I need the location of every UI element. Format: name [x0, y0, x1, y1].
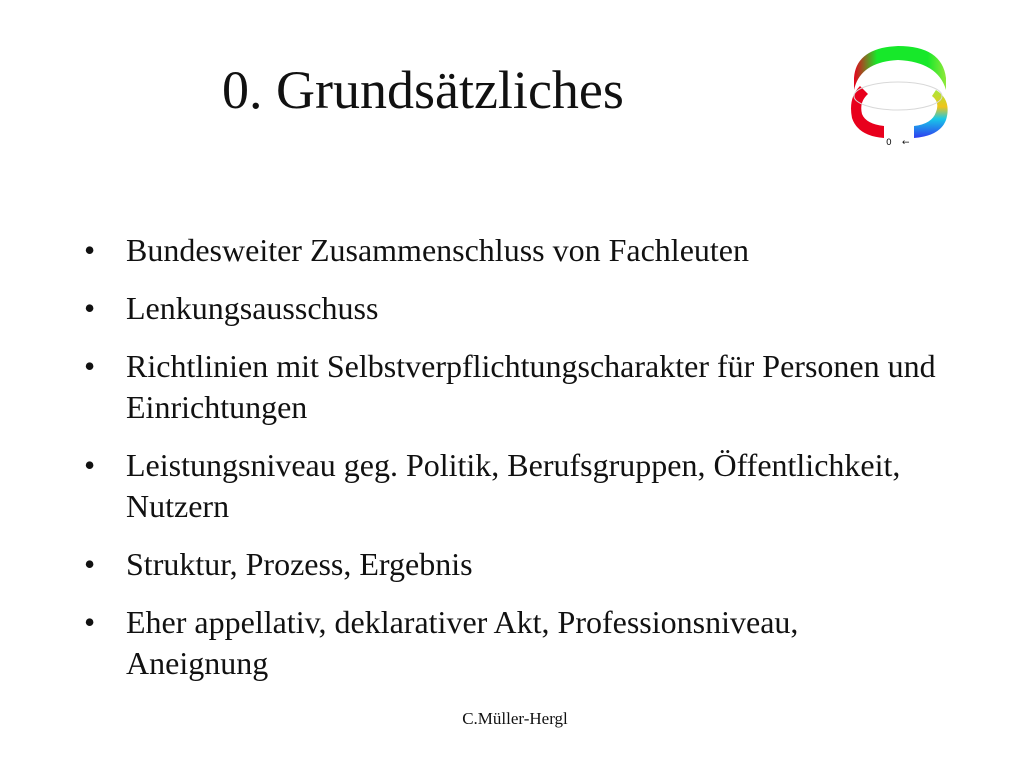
bullet-marker: •: [84, 604, 96, 640]
slide-title: 0. Grundsätzliches: [222, 60, 624, 120]
bullet-item: [84, 602, 944, 684]
bullet-text: Eher appellativ, deklarativer Akt, Professionsniveau, Aneignung: [126, 604, 799, 681]
logo-zero-label: 0: [886, 138, 892, 148]
bullet-text: Leistungsniveau geg. Politik, Berufsgruppen, Öffentlichkeit, Nutzern: [126, 447, 901, 524]
bullet-marker: •: [84, 290, 96, 326]
bullet-item: [84, 346, 944, 428]
bullet-item: [84, 230, 944, 271]
bullet-item: [84, 445, 944, 527]
footer-author: [0, 708, 1024, 730]
bullet-list: [84, 230, 944, 701]
color-ring-icon: [842, 38, 954, 152]
bullet-text: Richtlinien mit Selbstverpflichtungscharakter für Personen und Einrichtungen: [126, 348, 936, 425]
bullet-marker: •: [84, 348, 96, 384]
bullet-text: Struktur, Prozess, Ergebnis: [126, 546, 473, 582]
bullet-marker: •: [84, 447, 96, 483]
bullet-text: Bundesweiter Zusammenschluss von Fachleuten: [126, 232, 749, 268]
bullet-item: [84, 544, 944, 585]
bullet-marker: •: [84, 232, 96, 268]
logo-arrow-label: ←: [902, 138, 910, 148]
bullet-marker: •: [84, 546, 96, 582]
bullet-item: [84, 288, 944, 329]
bullet-text: Lenkungsausschuss: [126, 290, 379, 326]
footer-text: C.Müller-Hergl: [462, 709, 568, 728]
